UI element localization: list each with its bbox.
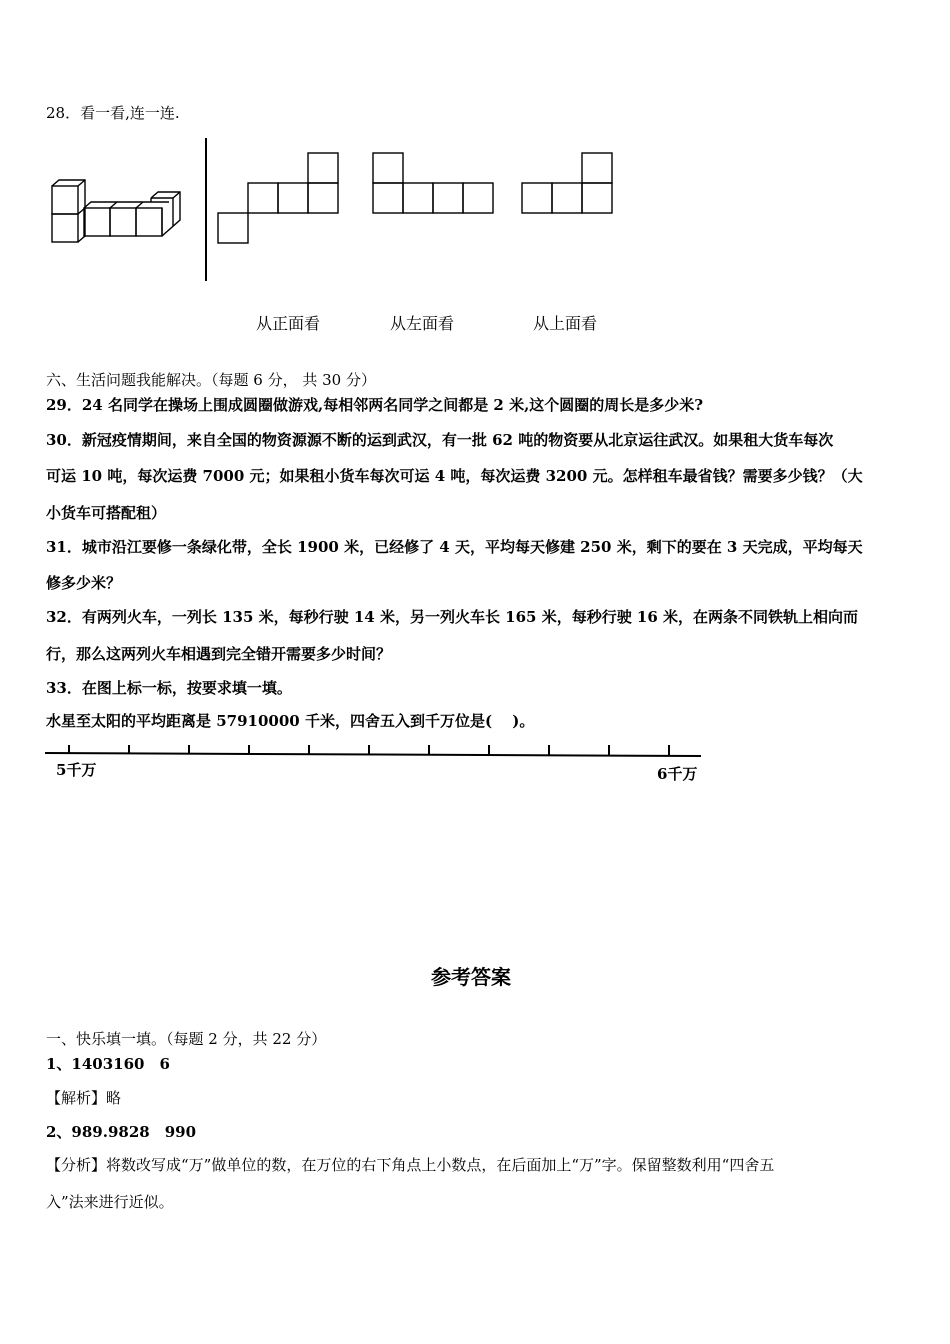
cube-figure xyxy=(46,178,236,258)
top-view-figure xyxy=(522,150,622,220)
q33-line2: 水星至太阳的平均距离是 57910000 千米，四舍五入到千万位是( )。 xyxy=(46,712,535,730)
figure-divider xyxy=(205,138,207,281)
view-label-top: 从上面看 xyxy=(533,314,598,333)
q28-title: 28．看一看,连一连. xyxy=(46,104,180,122)
q30-line3: 小货车可搭配租） xyxy=(46,504,167,522)
q31-line1: 31．城市沿江要修一条绿化带，全长 1900 米，已经修了 4 天，平均每天修建 250 米，剩下的要在 3 天完成，平均每天 xyxy=(46,538,863,556)
answers-section1: 一、快乐填一填。（每题 2 分，共 22 分） xyxy=(46,1030,327,1048)
answer-2: 2、989.9828 990 xyxy=(46,1123,197,1141)
q30-line2: 可运 10 吨，每次运费 7000 元；如果租小货车每次可运 4 吨，每次运费 3200 元。怎样租车最省钱？需要多少钱？（大 xyxy=(46,467,863,485)
front-view-figure xyxy=(218,150,348,250)
axis-label-right: 6千万 xyxy=(657,765,698,783)
number-line xyxy=(45,743,705,763)
answer-1-note: 【解析】略 xyxy=(46,1089,122,1107)
answer-2-note-line1: 【分析】将数改写成“万”做单位的数，在万位的右下角点上小数点，在后面加上“万”字。保留整数利用“四舍五 xyxy=(46,1156,775,1174)
q30-line1: 30．新冠疫情期间，来自全国的物资源源不断的运到武汉，有一批 62 吨的物资要从北京运往武汉。如果租大货车每次 xyxy=(46,431,834,449)
answers-title: 参考答案 xyxy=(431,965,511,989)
q32-line1: 32．有两列火车，一列长 135 米，每秒行驶 14 米，另一列火车长 165 米，每秒行驶 16 米，在两条不同铁轨上相向而 xyxy=(46,608,859,626)
section6-heading: 六、生活问题我能解决。（每题 6 分， 共 30 分） xyxy=(46,371,376,389)
answer-2-note-line2: 入”法来进行近似。 xyxy=(46,1193,174,1211)
q32-line2: 行，那么这两列火车相遇到完全错开需要多少时间？ xyxy=(46,645,392,663)
axis-label-left: 5千万 xyxy=(56,761,97,779)
q29-text: 29．24 名同学在操场上围成圆圈做游戏,每相邻两名同学之间都是 2 米,这个圆圈的周长是多少米? xyxy=(46,396,704,414)
answer-1: 1、1403160 6 xyxy=(46,1055,170,1073)
left-view-figure xyxy=(373,150,503,220)
view-label-front: 从正面看 xyxy=(256,314,321,333)
q31-line2: 修多少米？ xyxy=(46,574,122,592)
q33-line1: 33．在图上标一标，按要求填一填。 xyxy=(46,679,292,697)
view-label-left: 从左面看 xyxy=(390,314,455,333)
